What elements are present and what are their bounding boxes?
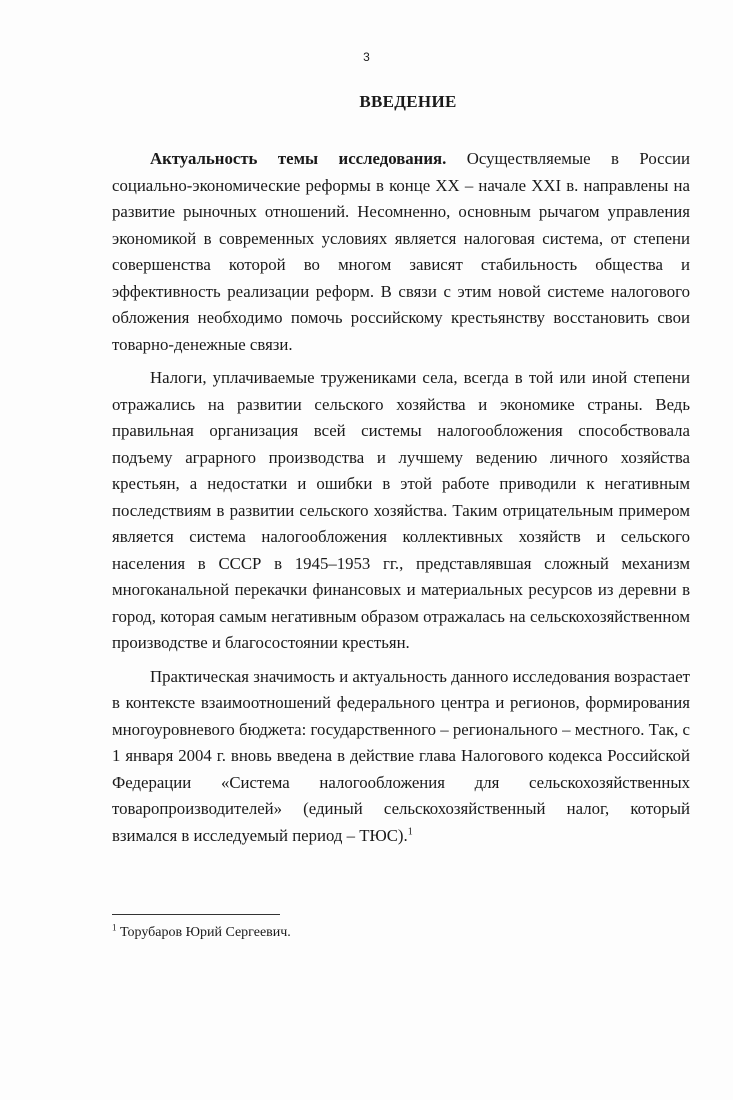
- page-title: ВВЕДЕНИЕ: [359, 92, 457, 111]
- footnote-text: Торубаров Юрий Сергеевич.: [116, 925, 291, 940]
- footnote-divider: [112, 914, 280, 915]
- paragraph-1: [112, 146, 690, 358]
- body-text: [112, 146, 690, 856]
- footnote-mark: 1: [112, 922, 117, 933]
- paragraph-2: [112, 365, 690, 657]
- paragraph-3: [112, 664, 690, 850]
- paragraph-lead: Актуальность темы исследования.: [150, 149, 447, 168]
- footnote: [112, 922, 291, 941]
- page-number: 3: [363, 50, 370, 64]
- paragraph-text: Практическая значимость и актуальность данного исследования возрастает в контексте взаимоотношений федерального центра и регионов, формирования многоуровневого бюджета: государственного – регионального – местного. Так, с 1 января 2004 г. вновь введена в действие глава Налогового кодекса Российской Федерации «Система налогообложения для сельскохозяйственных товаропроизводителей» (единый сельскохозяйственный налог, который взимался в исследуемый период – ТЮС).: [112, 666, 690, 845]
- footnote-reference: 1: [407, 825, 413, 837]
- paragraph-text: Осуществляемые в России социально-экономические реформы в конце XX – начале XXI в. направлены на развитие рыночных отношений. Несомненно, основным рычагом управления экономикой в современных условиях является налоговая система, от степени совершенства которой во многом зависят стабильность общества и эффективность реализации реформ. В связи с этим новой системе налогового обложения необходимо помочь российскому крестьянству восстановить свои товарно-денежные связи.: [112, 149, 691, 354]
- paragraph-text: Налоги, уплачиваемые тружениками села, всегда в той или иной степени отражались на развитии сельского хозяйства и экономике страны. Ведь правильная организация всей системы налогообложения способствовала подъему аграрного производства и лучшему ведению личного хозяйства крестьян, а недостатки и ошибки в этой работе приводили к негативным последствиям в развитии сельского хозяйства. Таким отрицательным примером является система налогообложения коллективных хозяйств и сельского населения в СССР в 1945–1953 гг., представлявшая сложный механизм многоканальной перекачки финансовых и материальных ресурсов из деревни в город, которая самым негативным образом отражалась на сельскохозяйственном производстве и благосостоянии крестьян.: [112, 368, 690, 652]
